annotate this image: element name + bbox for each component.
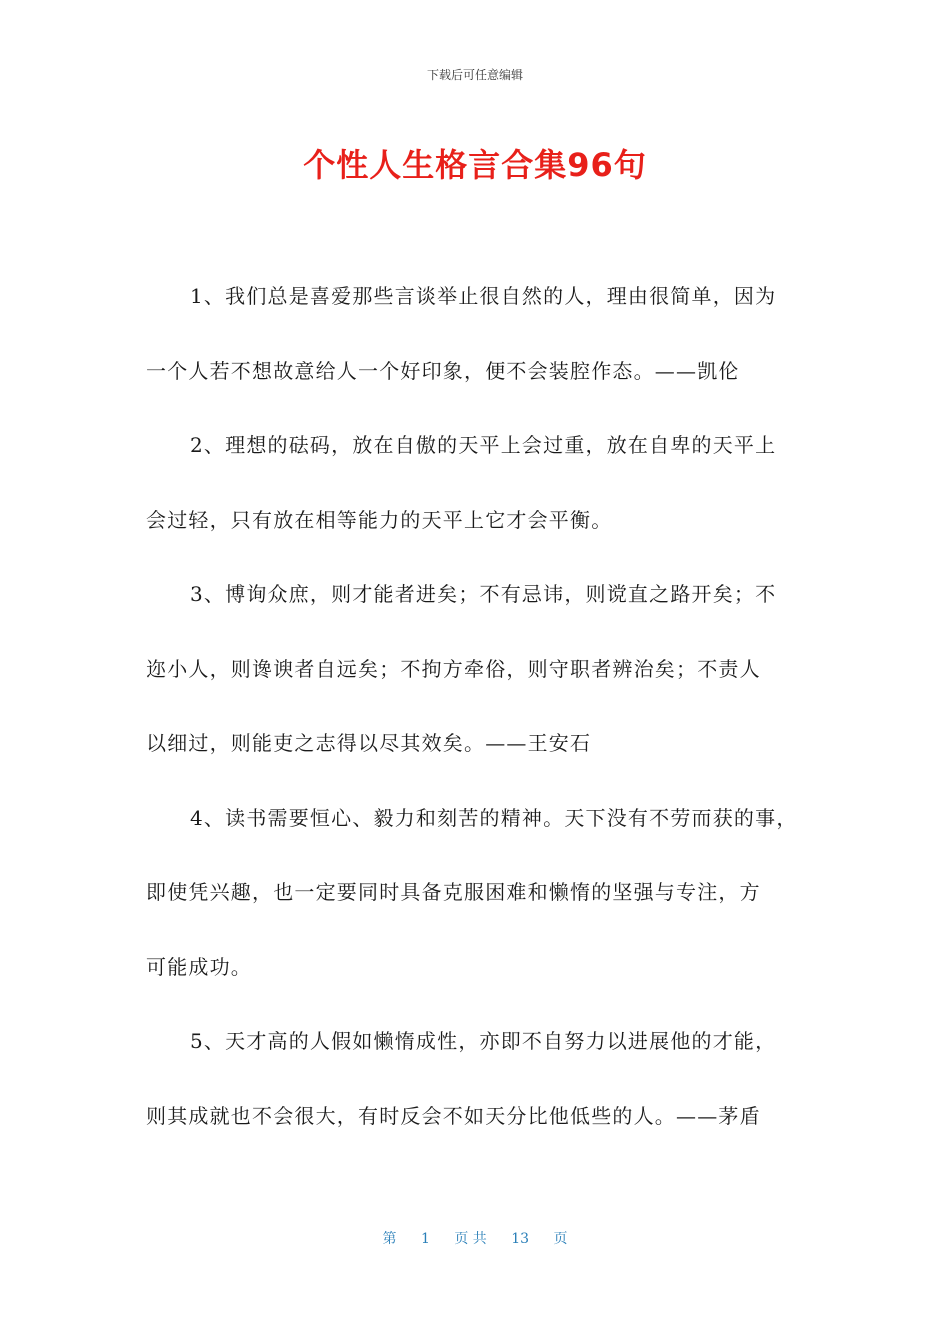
footer-page-number: 1 [420, 1231, 430, 1247]
footer-total-pages: 13 [511, 1231, 530, 1247]
page-footer [0, 1228, 950, 1248]
text-line: 4、读书需要恒心、毅力和刻苦的精神。天下没有不劳而获的事， [190, 805, 798, 830]
text-line: 会过轻，只有放在相等能力的天平上它才会平衡。 [146, 507, 613, 532]
footer-page-label: 第 [382, 1231, 397, 1247]
header-note: 下载后可任意编辑 [426, 68, 523, 82]
text-line: 即使凭兴趣，也一定要同时具备克服困难和懒惰的坚强与专注，方 [146, 880, 761, 904]
text-line: 一个人若不想故意给人一个好印象，便不会装腔作态。——凯伦 [146, 358, 740, 383]
text-line: 3、博询众庶，则才能者进矣；不有忌讳，则谠直之路开矣；不 [190, 582, 777, 606]
text-line: 以细过，则能吏之志得以尽其效矣。——王安石 [146, 731, 592, 755]
page-title: 个性人生格言合集96句 [303, 146, 647, 184]
document-body [146, 276, 810, 1170]
footer-page-of: 页 共 [454, 1231, 487, 1247]
text-line: 5、天才高的人假如懒惰成性，亦即不自努力以进展他的才能， [190, 1029, 777, 1053]
text-line: 1、我们总是喜爱那些言谈举止很自然的人，理由很简单，因为 [190, 284, 777, 308]
footer-page-suffix: 页 [553, 1231, 568, 1247]
text-line: 迩小人，则谗谀者自远矣；不拘方牵俗，则守职者辨治矣；不责人 [146, 656, 761, 681]
text-line: 可能成功。 [146, 954, 252, 979]
text-line: 2、理想的砝码，放在自傲的天平上会过重，放在自卑的天平上 [190, 433, 777, 457]
text-line: 则其成就也不会很大，有时反会不如天分比他低些的人。——茅盾 [146, 1103, 761, 1128]
